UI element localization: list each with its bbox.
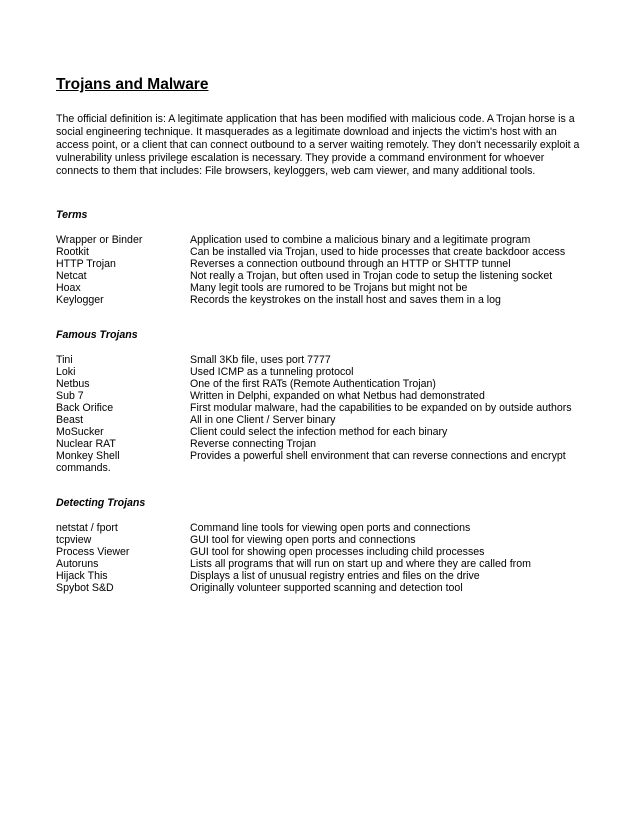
term-name: Netcat	[56, 270, 87, 282]
famous-trojans-section	[56, 329, 596, 474]
famous-trojan-row	[56, 438, 596, 450]
tool-description: Lists all programs that will run on start up and where they are called from	[190, 558, 531, 570]
intro-paragraph	[56, 113, 590, 178]
trojan-description: Provides a powerful shell environment that can reverse connections and encrypt	[190, 450, 566, 462]
tool-name: Hijack This	[56, 570, 108, 582]
trojan-description: Used ICMP as a tunneling protocol	[190, 366, 354, 378]
trojan-description: Reverse connecting Trojan	[190, 438, 317, 450]
term-definition: Application used to combine a malicious binary and a legitimate program	[190, 234, 531, 246]
term-name: Rootkit	[56, 246, 89, 258]
tool-description: Command line tools for viewing open ports and connections	[190, 522, 471, 534]
intro-line: The official definition is: A legitimate application that has been modified with malicious code. A Trojan horse is a	[56, 113, 575, 125]
detection-tool-row	[56, 570, 596, 582]
trojan-name: Nuclear RAT	[56, 438, 116, 450]
intro-line: access point, or a client that can connect outbound to a server waiting remotely. They don't necessarily exploit a	[56, 139, 580, 151]
detection-tool-row	[56, 534, 596, 546]
intro-line: vulnerability unless privilege escalation is necessary. They provide a command environment for whoever	[56, 152, 545, 164]
trojan-description: All in one Client / Server binary	[190, 414, 336, 426]
term-name: HTTP Trojan	[56, 258, 116, 270]
terms-section	[56, 209, 596, 306]
trojan-description: Client could select the infection method for each binary	[190, 426, 448, 438]
trojan-description-continuation: commands.	[56, 462, 111, 474]
trojan-description: One of the first RATs (Remote Authentication Trojan)	[190, 378, 436, 390]
tool-name: Autoruns	[56, 558, 99, 570]
trojan-description: First modular malware, had the capabilities to be expanded on by outside authors	[190, 402, 572, 414]
term-definition: Not really a Trojan, but often used in Trojan code to setup the listening socket	[190, 270, 553, 282]
famous-trojan-row	[56, 354, 596, 366]
famous-trojan-row	[56, 414, 596, 426]
trojan-name: Beast	[56, 414, 84, 426]
term-definition: Many legit tools are rumored to be Trojans but might not be	[190, 282, 468, 294]
trojan-name: Loki	[56, 366, 76, 378]
terms-row	[56, 270, 596, 282]
famous-trojan-row	[56, 450, 596, 462]
trojan-name: Monkey Shell	[56, 450, 120, 462]
term-name: Keylogger	[56, 294, 104, 306]
term-name: Wrapper or Binder	[56, 234, 143, 246]
tool-name: Process Viewer	[56, 546, 130, 558]
term-definition: Reverses a connection outbound through an HTTP or SHTTP tunnel	[190, 258, 511, 270]
tool-name: tcpview	[56, 534, 92, 546]
detecting-trojans-section	[56, 497, 596, 594]
term-definition: Records the keystrokes on the install host and saves them in a log	[190, 294, 501, 306]
detection-tool-row	[56, 582, 596, 594]
detection-tool-row	[56, 522, 596, 534]
trojan-name: Tini	[56, 354, 73, 366]
trojan-name: Back Orifice	[56, 402, 114, 414]
page-title: Trojans and Malware	[56, 76, 209, 93]
tool-name: netstat / fport	[56, 522, 118, 534]
intro-line: social engineering technique. It masquerades as a legitimate download and injects the victim's host with an	[56, 126, 557, 138]
tool-description: GUI tool for viewing open ports and connections	[190, 534, 416, 546]
terms-heading: Terms	[56, 209, 88, 221]
trojan-name: MoSucker	[56, 426, 104, 438]
detection-tool-row	[56, 546, 596, 558]
trojan-name: Netbus	[56, 378, 90, 390]
terms-row	[56, 258, 596, 270]
terms-row	[56, 282, 596, 294]
tool-description: Originally volunteer supported scanning and detection tool	[190, 582, 463, 594]
trojan-description: Written in Delphi, expanded on what Netbus had demonstrated	[190, 390, 485, 402]
trojan-description: Small 3Kb file, uses port 7777	[190, 354, 331, 366]
terms-row	[56, 294, 596, 306]
terms-row	[56, 246, 596, 258]
tool-description: Displays a list of unusual registry entries and files on the drive	[190, 570, 480, 582]
tool-name: Spybot S&D	[56, 582, 114, 594]
tool-description: GUI tool for showing open processes including child processes	[190, 546, 485, 558]
famous-trojan-row	[56, 366, 596, 378]
famous-trojan-row	[56, 378, 596, 390]
term-name: Hoax	[56, 282, 81, 294]
trojan-name: Sub 7	[56, 390, 84, 402]
detection-tool-row	[56, 558, 596, 570]
famous-trojan-row	[56, 390, 596, 402]
intro-line: connects to them that includes: File browsers, keyloggers, web cam viewer, and many additional tools.	[56, 165, 536, 177]
term-definition: Can be installed via Trojan, used to hide processes that create backdoor access	[190, 246, 566, 258]
famous-trojan-row	[56, 402, 596, 414]
famous-trojans-heading: Famous Trojans	[56, 329, 138, 341]
terms-row	[56, 234, 596, 246]
famous-trojan-row	[56, 426, 596, 438]
detecting-trojans-heading: Detecting Trojans	[56, 497, 146, 509]
